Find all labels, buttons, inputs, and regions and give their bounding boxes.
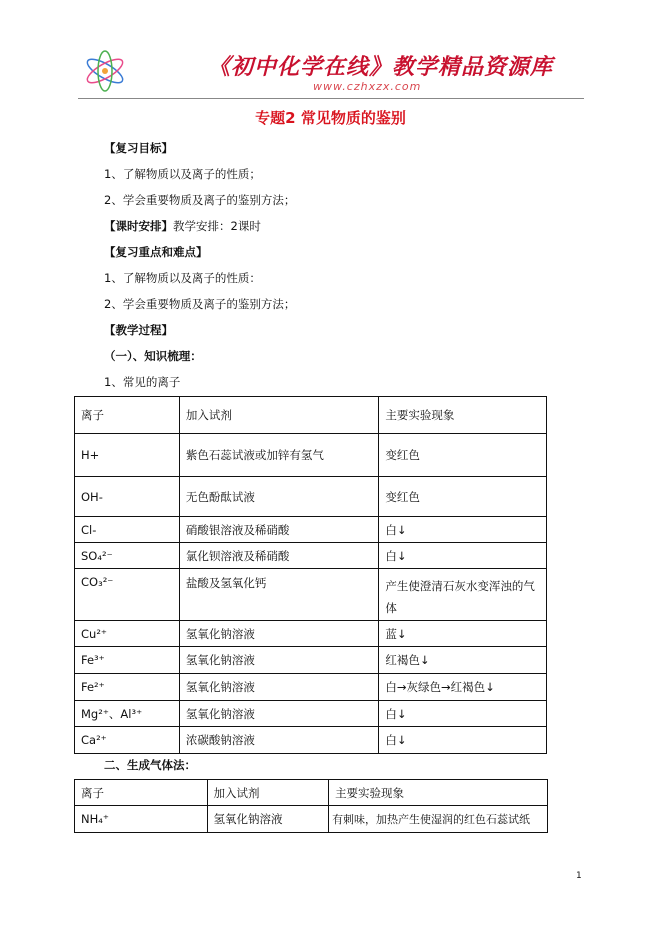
table-row xyxy=(75,701,547,727)
header-cell: 离子 xyxy=(75,780,208,806)
header-cell: 加入试剂 xyxy=(179,397,379,434)
phenomenon-cell: 红褐色↓ xyxy=(379,647,547,674)
table-row xyxy=(75,727,547,754)
atom-logo-icon xyxy=(80,48,130,94)
table-header-row xyxy=(75,780,548,806)
table-header-row xyxy=(75,397,547,434)
page-title: 专题2 常见物质的鉴别 xyxy=(255,109,406,127)
header-cell: 离子 xyxy=(75,397,180,434)
phenomenon-cell: 产生使澄清石灰水变浑浊的气体 xyxy=(379,569,547,621)
ion-cell: SO₄²⁻ xyxy=(75,543,180,569)
table-row xyxy=(75,434,547,477)
page-header xyxy=(78,44,584,99)
table-row xyxy=(75,806,548,833)
key-point: 1、了解物质以及离子的性质： xyxy=(104,271,261,285)
header-cell: 主要实验现象 xyxy=(379,397,547,434)
ion-cell: CO₃²⁻ xyxy=(75,569,180,621)
reagent-cell: 硝酸银溶液及稀硝酸 xyxy=(179,517,379,543)
subsection-heading: 1、常见的离子 xyxy=(104,375,181,389)
table-row xyxy=(75,569,547,621)
table-row xyxy=(75,543,547,569)
process-heading: 【教学过程】 xyxy=(104,323,173,337)
site-url: www.czhxzx.com xyxy=(313,80,422,93)
ion-cell: Cl- xyxy=(75,517,180,543)
phenomenon-cell: 白↓ xyxy=(379,727,547,754)
schedule-line xyxy=(104,218,261,234)
ion-cell: Cu²⁺ xyxy=(75,621,180,647)
reagent-cell: 盐酸及氢氧化钙 xyxy=(179,569,379,621)
phenomenon-cell: 蓝↓ xyxy=(379,621,547,647)
key-point: 2、学会重要物质及离子的鉴别方法； xyxy=(104,297,296,311)
goal-item: 1、了解物质以及离子的性质； xyxy=(104,167,261,181)
table-row xyxy=(75,647,547,674)
ion-cell: Fe³⁺ xyxy=(75,647,180,674)
ion-cell: NH₄⁺ xyxy=(75,806,208,833)
ion-table xyxy=(74,396,547,754)
key-heading: 【复习重点和难点】 xyxy=(104,245,208,259)
goal-item: 2、学会重要物质及离子的鉴别方法； xyxy=(104,193,296,207)
reagent-cell: 氢氧化钠溶液 xyxy=(179,674,379,701)
schedule-heading: 【课时安排】 xyxy=(104,219,173,233)
gas-table xyxy=(74,779,548,833)
table-row xyxy=(75,674,547,701)
section-heading: （一）、知识梳理： xyxy=(104,349,202,363)
table-row xyxy=(75,477,547,517)
phenomenon-cell: 变红色 xyxy=(379,434,547,477)
header-cell: 加入试剂 xyxy=(207,780,329,806)
ion-cell: H+ xyxy=(75,434,180,477)
phenomenon-cell: 变红色 xyxy=(379,477,547,517)
schedule-text: 教学安排：2课时 xyxy=(173,219,261,233)
reagent-cell: 氢氧化钠溶液 xyxy=(207,806,329,833)
reagent-cell: 氢氧化钠溶液 xyxy=(179,621,379,647)
banner-title: 《初中化学在线》教学精品资源库 xyxy=(208,55,554,80)
ion-cell: Mg²⁺、Al³⁺ xyxy=(75,701,180,727)
ion-cell: Ca²⁺ xyxy=(75,727,180,754)
reagent-cell: 浓碳酸钠溶液 xyxy=(179,727,379,754)
page-number: 1 xyxy=(576,871,582,881)
reagent-cell: 氯化钡溶液及稀硝酸 xyxy=(179,543,379,569)
reagent-cell: 紫色石蕊试液或加锌有氢气 xyxy=(179,434,379,477)
table-row xyxy=(75,517,547,543)
header-cell: 主要实验现象 xyxy=(329,780,548,806)
section-heading: 二、生成气体法： xyxy=(104,758,196,772)
phenomenon-cell: 白→灰绿色→红褐色↓ xyxy=(379,674,547,701)
table-row xyxy=(75,621,547,647)
goals-heading: 【复习目标】 xyxy=(104,141,173,155)
phenomenon-cell: 白↓ xyxy=(379,701,547,727)
reagent-cell: 氢氧化钠溶液 xyxy=(179,701,379,727)
reagent-cell: 无色酚酞试液 xyxy=(179,477,379,517)
ion-cell: OH- xyxy=(75,477,180,517)
phenomenon-cell: 白↓ xyxy=(379,543,547,569)
phenomenon-cell: 白↓ xyxy=(379,517,547,543)
phenomenon-cell: 有刺味，加热产生使湿润的红色石蕊试纸 xyxy=(329,806,548,833)
ion-cell: Fe²⁺ xyxy=(75,674,180,701)
reagent-cell: 氢氧化钠溶液 xyxy=(179,647,379,674)
